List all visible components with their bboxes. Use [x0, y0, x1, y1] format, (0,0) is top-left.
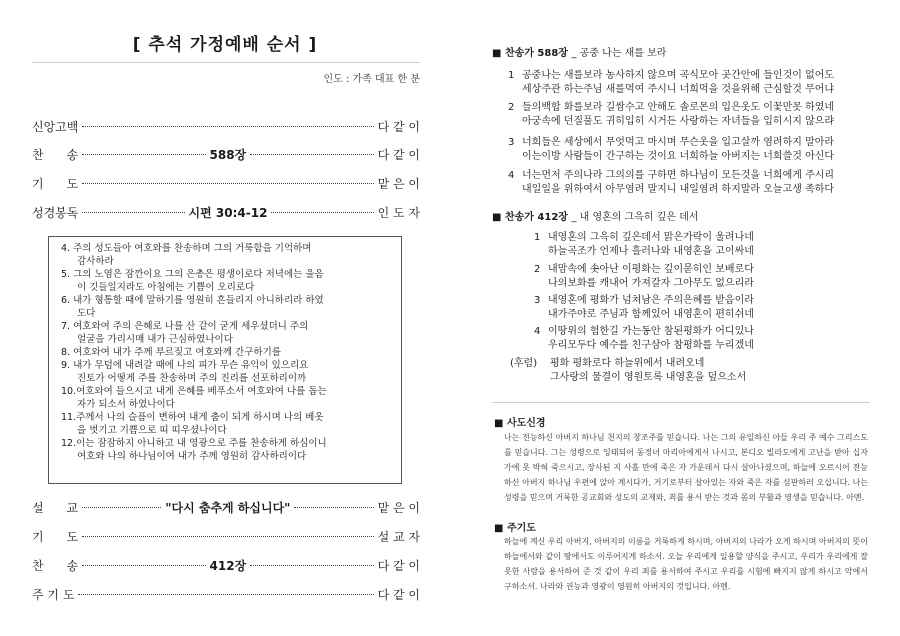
order-label: 찬 송 — [32, 147, 79, 162]
page-title: [ 추석 가정예배 순서 ] — [132, 35, 318, 55]
verse: 11.주께서 나의 슬픔이 변하여 내게 춤이 되게 하시며 나의 베옷 을 벗기고 기쁨으로 띠 띠우셨나이다 — [61, 412, 324, 436]
order-row-hymn — [32, 144, 420, 164]
dot-leader — [82, 507, 161, 508]
order-label: 기 도 — [32, 176, 79, 191]
square-bullet-icon: ■ — [492, 212, 502, 223]
hymn-412-heading: ■ 찬송가 412장 _ 내 영혼의 그윽히 깊은 데서 — [492, 212, 699, 223]
hymn-verse: 4 너는먼저 주의나라 그의의를 구하면 하나님이 모든것을 너희에게 주시리 내일일을 위하여서 아무염려 말지니 내일염려 하지말라 오늘고생 족하다 — [508, 170, 835, 195]
order-label: 주 기 도 — [32, 587, 75, 602]
title-divider — [32, 62, 420, 63]
verse: 7. 여호와여 주의 은혜로 나를 산 같이 굳게 세우셨더니 주의 얼굴을 가리시매 내가 근심하였나이다 — [61, 321, 309, 345]
hymn-verse: 2 내맘속에 솟아난 이평화는 깊이묻히인 보배로다 나의보화를 캐내어 가져갈자 그아무도 없으리라 — [534, 264, 754, 289]
dot-leader — [250, 565, 373, 566]
dot-leader — [78, 594, 373, 595]
order-label: 성경봉독 — [32, 205, 79, 220]
section-divider — [492, 402, 870, 403]
order-performer: 인 도 자 — [377, 205, 421, 220]
verse: 6. 내가 형통할 때에 말하기를 영원히 흔들리지 아니하리라 하였 도다 — [61, 295, 324, 319]
verse: 12.이는 잠잠하지 아니하고 내 영광으로 주를 찬송하게 하심이니 여호와 나의 하나님이여 내가 주께 영원히 감사하리이다 — [61, 438, 327, 462]
lords-prayer-text: 하늘에 계신 우리 아버지, 아버지의 이름을 거룩하게 하시며, 아버지의 나라가 오게 하시며 아버지의 뜻이 하늘에서와 같이 땅에서도 이루어지게 하소서. 오늘 우리에게 일용할 양식을 주시고, 우리가 우리에게 잘못한 사람을 용서하여 준 것 같이 우리 죄를 용서하여 주시고 우리를 시험에 빠지지 않게 하시고 악에서 구하소서. 나라와 권능과 영광이 영원히 아버지의 것입니다. 아멘. — [504, 537, 868, 591]
order-row-sermon — [32, 497, 420, 517]
order-performer: 다 같 이 — [377, 558, 421, 573]
order-row-creed — [32, 116, 420, 136]
dot-leader — [82, 126, 373, 127]
order-label: 신앙고백 — [32, 119, 79, 134]
hymn-588-heading: ■ 찬송가 588장 _ 공중 나는 새를 보라 — [492, 48, 667, 59]
verse: 5. 그의 노염은 잠깐이요 그의 은총은 평생이로다 저녁에는 울음 이 깃들일지라도 아침에는 기쁨이 오리로다 — [61, 269, 324, 293]
dot-leader — [271, 212, 373, 213]
order-label: 찬 송 — [32, 558, 79, 573]
order-row-hymn2 — [32, 555, 420, 575]
order-performer: 맡 은 이 — [377, 500, 420, 515]
hymn-verse: 1 내영혼의 그윽히 깊은데서 맑은가락이 울려나네 하늘곡조가 언제나 흘러나와 내영혼을 고이싸네 — [534, 232, 754, 257]
dot-leader — [82, 154, 205, 155]
hymn-verse: 3 너희들은 세상에서 무엇먹고 마시며 무슨옷을 입고살까 염려하지 말아라 이는이방 사람들이 간구하는 것이요 너희하늘 아버지는 너희쓸것 아신다 — [508, 137, 835, 162]
dot-leader — [250, 154, 373, 155]
square-bullet-icon: ■ — [494, 523, 504, 534]
order-detail: 588장 — [209, 147, 247, 162]
order-label: 설 교 — [32, 500, 79, 515]
order-row-reading — [32, 202, 420, 222]
order-performer: 맡 은 이 — [377, 176, 420, 191]
sermon-title: "다시 춤추게 하십니다" — [165, 500, 291, 515]
scripture-reading-box — [48, 236, 402, 484]
dot-leader — [82, 565, 205, 566]
order-detail: 412장 — [209, 558, 247, 573]
hymn-verse: 2 들의백합 화를보라 길쌈수고 안해도 솔로몬의 입은옷도 이꽃만못 하였네 아궁속에 던질풀도 귀히입히 시거든 사랑하는 자녀들을 입히시지 않으랴 — [508, 102, 835, 127]
creed-text: 나는 전능하신 아버지 하나님 천지의 창조주를 믿습니다. 나는 그의 유일하신 아들 우리 주 예수 그리스도를 믿습니다. 그는 성령으로 잉태되어 동정녀 마리아에게서 나시고, 본디오 빌라도에게 고난을 받아 십자가에 못 박혀 죽으시고, 장사된 지 사흘 만에 죽은 자 가운데서 다시 살아나셨으며, 하늘에 오르시어 전능하신 아버지 하나님 우편에 앉아 계시다가, 거기로부터 살아있는 자와 죽은 자를 심판하러 오십니다. 나는 성령을 믿으며 거룩한 공교회와 성도의 교제와, 죄를 용서 받는 것과 몸의 부활과 영생을 믿습니다. 아멘. — [504, 433, 868, 502]
dot-leader — [82, 212, 184, 213]
leader-note: 인도 : 가족 대표 한 분 — [323, 74, 420, 85]
creed-heading: ■ 사도신경 — [494, 418, 546, 429]
dot-leader — [82, 183, 374, 184]
order-row-prayer2 — [32, 526, 420, 546]
order-row-prayer — [32, 173, 420, 193]
verse: 8. 여호와여 내가 주께 부르짖고 여호와께 간구하기를 — [61, 347, 281, 358]
order-detail: 시편 30:4-12 — [188, 205, 268, 220]
order-performer: 설 교 자 — [377, 529, 420, 544]
order-performer: 다 같 이 — [377, 119, 420, 134]
square-bullet-icon: ■ — [492, 48, 502, 59]
order-performer: 다 같 이 — [377, 147, 421, 162]
hymn-verse: 3 내영혼에 평화가 넘쳐남은 주의은혜를 받음이라 내가주야로 주님과 함께있어 내영혼이 편히쉬네 — [534, 295, 754, 320]
dot-leader — [294, 507, 373, 508]
square-bullet-icon: ■ — [494, 418, 504, 429]
hymn-chorus: (후렴) 평화 평화로다 하늘위에서 내려오네 그사랑의 물결이 영원토록 내영혼을 덮으소서 — [510, 358, 747, 383]
order-label: 기 도 — [32, 529, 79, 544]
order-row-lords-prayer — [32, 584, 420, 604]
hymn-verse: 4 이땅위의 험한길 가는동안 참된평화가 어디있나 우리모두다 예수를 친구삼아 참평화를 누리겠네 — [534, 326, 754, 351]
dot-leader — [82, 536, 374, 537]
verse: 4. 주의 성도들아 여호와를 찬송하며 그의 거룩함을 기억하며 감사하라 — [61, 243, 312, 267]
verse: 10.여호와여 들으시고 내게 은혜를 베푸소서 여호와여 나를 돕는 자가 되소서 하였나이다 — [61, 386, 327, 410]
lords-prayer-heading: ■ 주기도 — [494, 523, 536, 534]
hymn-verse: 1 공중나는 새를보라 농사하지 않으며 곡식모아 곳간안에 들인것이 없어도 세상주관 하는주님 새를먹여 주시니 너희먹을 것을위해 근심할것 무어냐 — [508, 70, 835, 95]
verse: 9. 내가 무덤에 내려갈 때에 나의 피가 무슨 유익이 있으리요 진토가 어떻게 주를 찬송하며 주의 진리를 선포하리이까 — [61, 360, 309, 384]
order-performer: 다 같 이 — [377, 587, 420, 602]
